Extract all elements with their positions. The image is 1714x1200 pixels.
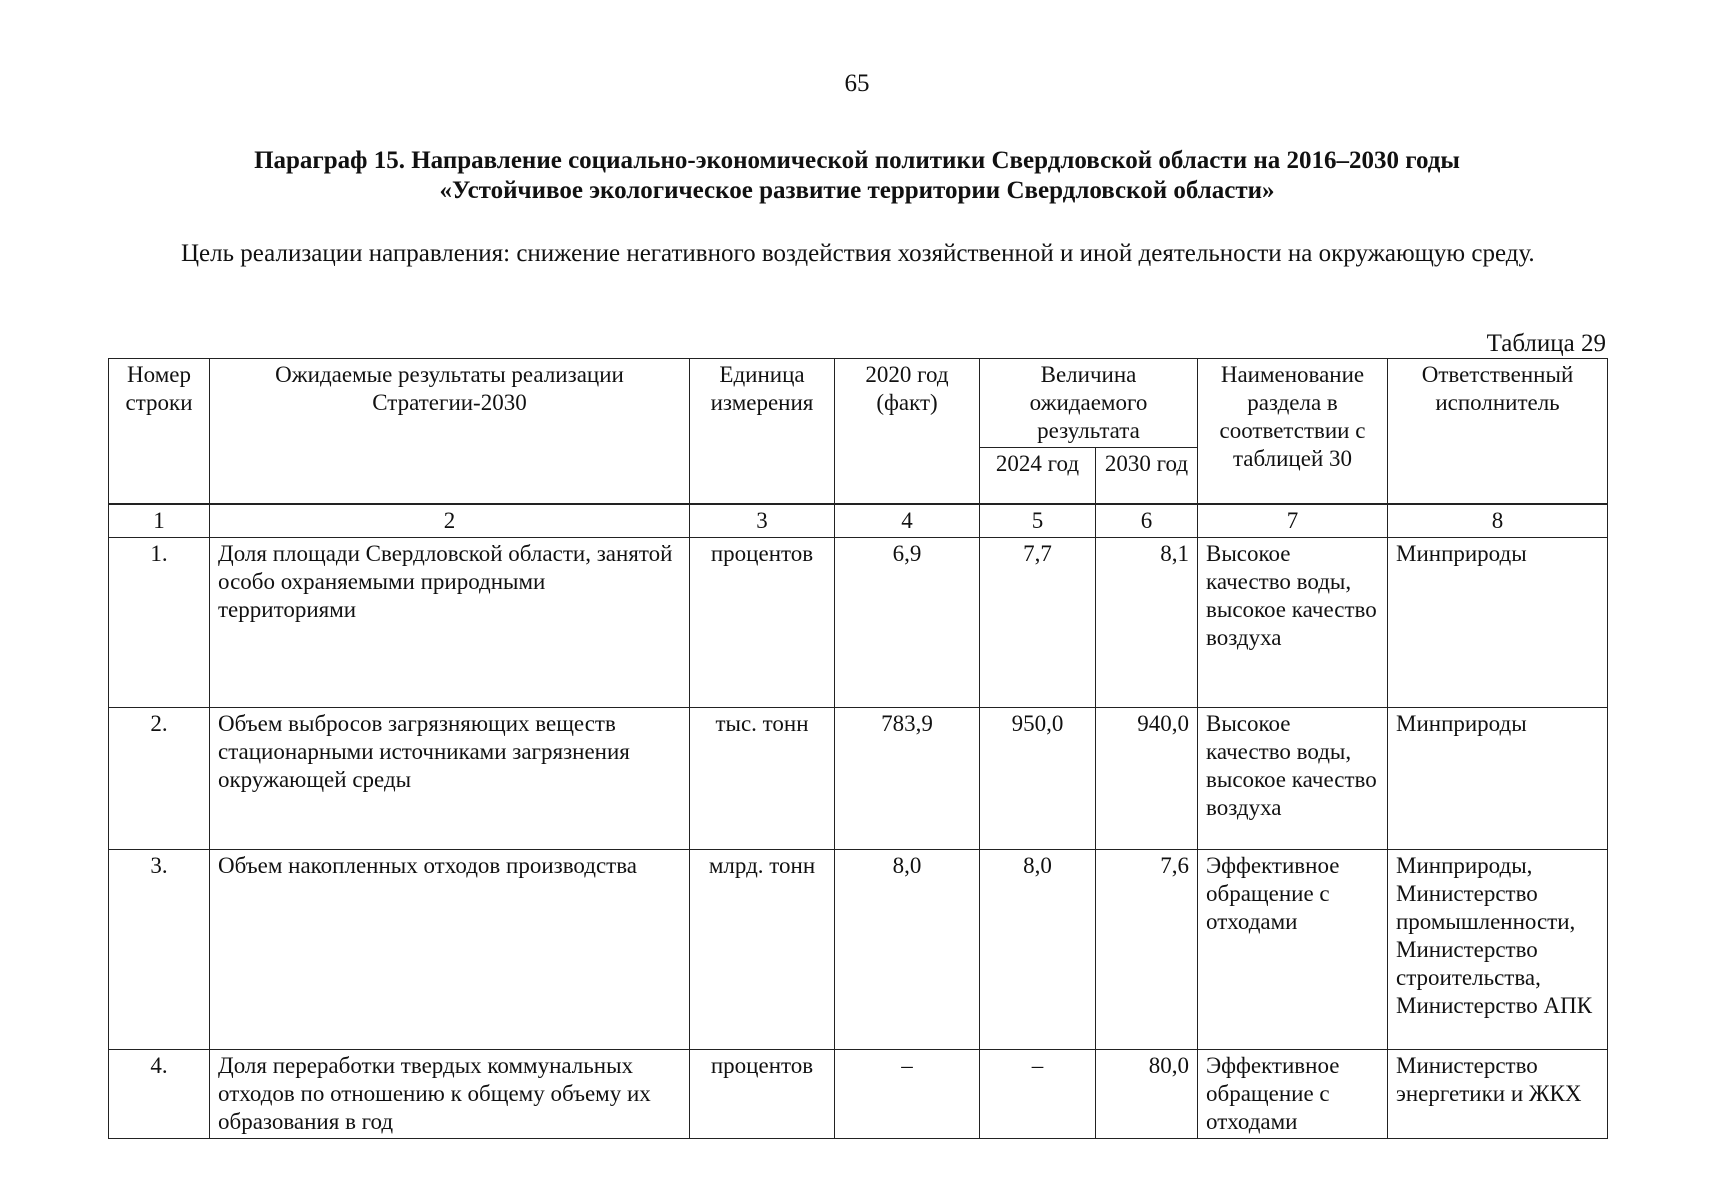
table-row bbox=[109, 538, 1608, 708]
column-number: 8 bbox=[1388, 505, 1608, 538]
title-line-2: «Устойчивое экологическое развитие территории Свердловской области» bbox=[439, 177, 1275, 204]
column-number: 6 bbox=[1096, 505, 1198, 538]
page-number: 65 bbox=[844, 70, 870, 97]
value-2030: 80,0 bbox=[1096, 1050, 1198, 1139]
value-2030: 7,6 bbox=[1096, 850, 1198, 1050]
responsible-executor: Министерство энергетики и ЖКХ bbox=[1388, 1050, 1608, 1139]
value-2024: 8,0 bbox=[980, 850, 1096, 1050]
value-2024: – bbox=[980, 1050, 1096, 1139]
unit-text: тыс. тонн bbox=[690, 708, 835, 850]
table-body bbox=[108, 504, 1608, 1139]
table-row bbox=[109, 708, 1608, 850]
header-year-2024: 2024 год bbox=[980, 448, 1096, 504]
column-number: 3 bbox=[690, 505, 835, 538]
table-row bbox=[109, 850, 1608, 1050]
responsible-executor: Минприроды bbox=[1388, 538, 1608, 708]
title-line-1: Параграф 15. Направление социально-экономической политики Свердловской области на 2016–2030 годы bbox=[254, 147, 1460, 174]
unit-text: млрд. тонн bbox=[690, 850, 835, 1050]
value-2024: 7,7 bbox=[980, 538, 1096, 708]
header-responsible: Ответственный исполнитель bbox=[1388, 359, 1608, 504]
header-year-2030: 2030 год bbox=[1096, 448, 1198, 504]
value-2030: 8,1 bbox=[1096, 538, 1198, 708]
header-row-number: Номер строки bbox=[109, 359, 210, 504]
fact-2020-value: 783,9 bbox=[835, 708, 980, 850]
section-name: Высокое качество воды, высокое качество воздуха bbox=[1198, 538, 1388, 708]
header-results: Ожидаемые результаты реализации Стратегии-2030 bbox=[210, 359, 690, 504]
column-number-row bbox=[109, 505, 1608, 538]
value-2030: 940,0 bbox=[1096, 708, 1198, 850]
section-name: Эффективное обращение с отходами bbox=[1198, 1050, 1388, 1139]
column-number: 1 bbox=[109, 505, 210, 538]
row-number: 2. bbox=[109, 708, 210, 850]
section-title bbox=[110, 146, 1604, 206]
row-number: 3. bbox=[109, 850, 210, 1050]
result-text: Доля переработки твердых коммунальных отходов по отношению к общему объему их образования в год bbox=[210, 1050, 690, 1139]
header-unit: Единица измерения bbox=[690, 359, 835, 504]
result-text: Объем выбросов загрязняющих веществ стационарными источниками загрязнения окружающей среды bbox=[210, 708, 690, 850]
result-text: Объем накопленных отходов производства bbox=[210, 850, 690, 1050]
fact-2020-value: 8,0 bbox=[835, 850, 980, 1050]
section-name: Высокое качество воды, высокое качество воздуха bbox=[1198, 708, 1388, 850]
responsible-executor: Минприроды, Министерство промышленности, Министерство строительства, Министерство АПК bbox=[1388, 850, 1608, 1050]
header-expected-result: Величина ожидаемого результата bbox=[980, 359, 1198, 448]
column-number: 2 bbox=[210, 505, 690, 538]
responsible-executor: Минприроды bbox=[1388, 708, 1608, 850]
result-text: Доля площади Свердловской области, занятой особо охраняемыми природными территориями bbox=[210, 538, 690, 708]
column-number: 4 bbox=[835, 505, 980, 538]
value-2024: 950,0 bbox=[980, 708, 1096, 850]
column-number: 5 bbox=[980, 505, 1096, 538]
fact-2020-value: – bbox=[835, 1050, 980, 1139]
header-section: Наименование раздела в соответствии с таблицей 30 bbox=[1198, 359, 1388, 504]
purpose-paragraph: Цель реализации направления: снижение негативного воздействия хозяйственной и иной деятельности на окружающую среду. bbox=[181, 240, 1535, 267]
column-number: 7 bbox=[1198, 505, 1388, 538]
row-number: 4. bbox=[109, 1050, 210, 1139]
unit-text: процентов bbox=[690, 538, 835, 708]
table-caption: Таблица 29 bbox=[1486, 330, 1606, 357]
header-fact-2020: 2020 год (факт) bbox=[835, 359, 980, 504]
section-name: Эффективное обращение с отходами bbox=[1198, 850, 1388, 1050]
table-header bbox=[108, 358, 1608, 504]
table-row bbox=[109, 1050, 1608, 1139]
row-number: 1. bbox=[109, 538, 210, 708]
unit-text: процентов bbox=[690, 1050, 835, 1139]
fact-2020-value: 6,9 bbox=[835, 538, 980, 708]
